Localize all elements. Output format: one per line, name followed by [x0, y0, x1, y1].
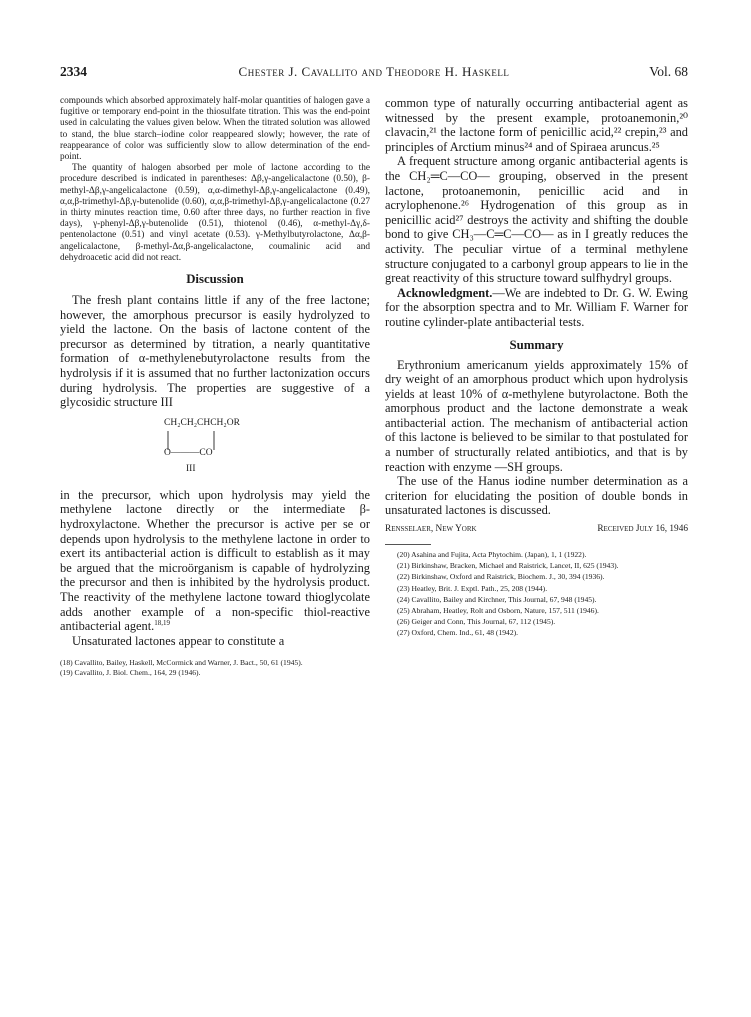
structure-ring: O———CO: [164, 447, 213, 458]
summary-heading: Summary: [509, 337, 564, 352]
running-title: Chester J. Cavallito and Theodore H. Haskell: [238, 64, 510, 79]
footnote-23: (23) Heatley, Brit. J. Exptl. Path., 25, 208 (1944).: [397, 583, 548, 593]
summary-paragraph-1: Erythronium americanum yields approximately 15% of dry weight of an amorphous product which upon hydrolysis yields at least 10% of α-methylene butyrolactone. Both the amorphous product and the lactone demonstrate a weak antibacterial action. The mechanism of antibacterial action of this lactone is believed to be similar to that postulated for a number of structurally related antibiotics, and that is by reaction with enzyme —SH groups.: [385, 357, 688, 474]
footnote-20: (20) Asahina and Fujita, Acta Phytochim. (Japan), 1, 1 (1922).: [397, 550, 587, 560]
footnote-19: (19) Cavallito, J. Biol. Chem., 164, 29 (1946).: [60, 668, 201, 678]
discussion-heading: Discussion: [186, 272, 244, 287]
discussion-paragraph-1: The fresh plant contains little if any of the free lactone; however, the amorphous precursor is easily hydrolyzed to yield the lactone. On the basis of lactone content of the precursor as determined by titration, a nearly quantitative formation of α-methylenebutyrolactone results from the hydrolysis if it is assumed that no further lactonization occurs during hydrolysis. The properties are suggestive of a glycosidic structure III: [60, 293, 370, 410]
acknowledgment-label: Acknowledgment.: [397, 285, 493, 300]
affiliation-place: Rensselaer, New York: [385, 524, 477, 535]
footnote-25: (25) Abraham, Heatley, Rolt and Osborn, Nature, 157, 511 (1946).: [397, 606, 599, 616]
running-header: [60, 64, 688, 86]
structure-label: III: [186, 463, 196, 474]
footnote-21: (21) Birkinshaw, Bracken, Michael and Raistrick, Lancet, II, 625 (1943).: [397, 561, 619, 571]
page-number: 2334: [60, 64, 87, 79]
footnotes-right: [385, 549, 688, 639]
received-date: Received July 16, 1946: [597, 524, 688, 535]
structure-bonds: [60, 418, 370, 482]
footnote-rule: [385, 544, 431, 545]
acknowledgment: [385, 286, 688, 330]
discussion-paragraph-2-text: in the precursor, which upon hydrolysis may yield the methylene lactone directly or the intermediate β-hydroxylactone. Whether the precursor is active per se or depends upon hydrolysis to the methylene lactone in order to exert its antibacterial action is difficult to establish as it may be argued that the microörganism is capable of hydrolyzing the precursor and then is inhibited by the hydrolysis product. The reactivity of the methylene lactone toward thioglycolate adds another example of a non-specific thiol-reactive antibacterial agent.: [60, 487, 370, 634]
halogen-values-paragraph: The quantity of halogen absorbed per mole of lactone according to the procedure described is indicated in parentheses: Δβ,γ-angelicalactone (0.50), β-methyl-Δβ,γ-angelicalactone (0.59), α,α-dimethyl-Δβ,γ-angelicalactone (0.49), α,α,β-trimethyl-Δβ,γ-butenolide (0.60), α,α,β-trimethyl-Δβ,γ-angelicalactone (0.27 in thirty minutes reaction time, 0.60 after three days, no further reaction in five days), γ-phenyl-Δβ,γ-butenolide (0.51), thiotenol (0.46), α-methyl-Δγ,δ-pentenolactone (0.51) and vinyl acetate (0.53). γ-Methylbutyrolactone, Δα,β-angelicalactone, β-methyl-Δα,β-angelicalactone, coumalinic acid and dehydroacetic acid did not react.: [60, 163, 370, 263]
structure-top-chain: CH₂CH₂CHCH₂OR: [164, 417, 240, 428]
footnote-22: (22) Birkinshaw, Oxford and Raistrick, Biochem. J., 30, 394 (1936).: [397, 572, 605, 582]
right-paragraph-2: A frequent structure among organic antibacterial agents is the CH₂═C—CO— grouping, observed in the present lactone, protoanemonin, penicillic acid and in acrylophenone.²⁶ Hydrogenation of this group as in penicillic acid²⁷ destroys the activity and shifting the double bond to give CH₃—C═C—CO— as in I greatly reduces the activity. The peculiar virtue of a terminal methylene structure conjugated to a carbonyl group appears to lie in the great reactivity of this structure toward sulfhydryl groups.: [385, 154, 688, 286]
footnote-26: (26) Geiger and Conn, This Journal, 67, 112 (1945).: [397, 617, 556, 627]
experimental-paragraph: compounds which absorbed approximately half-molar quantities of halogen gave a fugitive or temporary end-point in the thiosulfate titration. This was the end-point used in calculating the values given below. When the titrated solution was allowed to stand, the blue starch–iodine color reappeared slowly; however, the rate of reappearance of color was sufficiently slow to allow determination of the end-point.: [60, 96, 370, 163]
volume-label: Vol. 68: [649, 64, 688, 79]
signature-line: [385, 524, 688, 538]
footnote-18: (18) Cavallito, Bailey, Haskell, McCormick and Warner, J. Bact., 50, 61 (1945).: [60, 658, 303, 668]
discussion-paragraph-2: [60, 488, 370, 634]
footnote-27: (27) Oxford, Chem. Ind., 61, 48 (1942).: [397, 628, 519, 638]
acknowledgment-text: —We are indebted to Dr. G. W. Ewing for the absorption spectra and to Mr. William F. Warner for routine cylinder-plate antibacterial tests.: [385, 285, 688, 329]
right-paragraph-1: common type of naturally occurring antibacterial agent as witnessed by the present example, protoanemonin,²⁰ clavacin,²¹ the lactone form of penicillic acid,²² crepin,²³ and principles of Arctium minus²⁴ and of Spiraea aruncus.²⁵: [385, 96, 688, 154]
citation-18-19: 18,19: [154, 619, 171, 628]
discussion-paragraph-3: Unsaturated lactones appear to constitute a: [72, 633, 285, 648]
right-column: [385, 96, 688, 639]
footnotes-left: [60, 658, 370, 678]
footnote-24: (24) Cavallito, Bailey and Kirchner, This Journal, 67, 948 (1945).: [397, 594, 597, 604]
left-column: [60, 96, 370, 678]
summary-paragraph-2: The use of the Hanus iodine number determination as a criterion for elucidating the position of double bonds in unsaturated lactones is discussed.: [385, 474, 688, 518]
structure-III: [60, 418, 370, 482]
